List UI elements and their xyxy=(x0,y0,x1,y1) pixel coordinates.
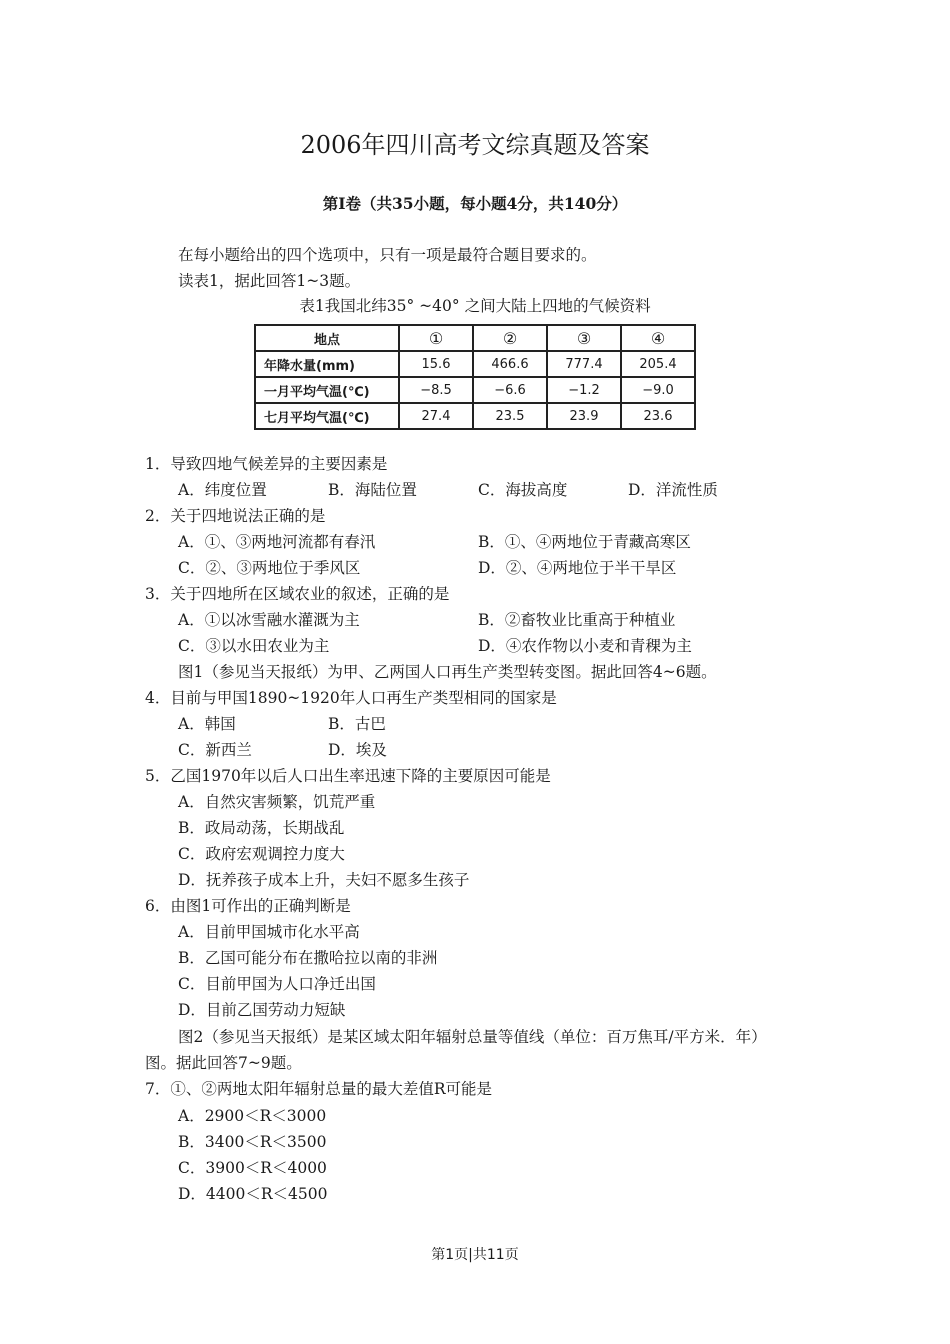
table-header-cell: ② xyxy=(473,325,547,351)
instructions: 在每小题给出的四个选项中，只有一项是最符合题目要求的。 xyxy=(178,246,597,264)
question-3-option-b: B．②畜牧业比重高于种植业 xyxy=(478,611,676,629)
question-1-stem: 1．导致四地气候差异的主要因素是 xyxy=(145,455,388,473)
question-2-option-c: C．②、③两地位于季风区 xyxy=(178,559,361,577)
question-6-option-b: B．乙国可能分布在撒哈拉以南的非洲 xyxy=(178,949,438,967)
table-row xyxy=(255,325,695,351)
table-header-cell: 地点 xyxy=(255,325,399,351)
question-6-option-d: D．目前乙国劳动力短缺 xyxy=(178,1001,346,1019)
table-cell: −1.2 xyxy=(547,377,621,403)
question-3-option-c: C．③以水田农业为主 xyxy=(178,637,330,655)
table-cell: 23.9 xyxy=(547,403,621,429)
question-1-option-b: B．海陆位置 xyxy=(328,481,417,499)
table-cell: −9.0 xyxy=(621,377,695,403)
table-intro: 读表1，据此回答1~3题。 xyxy=(178,272,361,290)
question-6-stem: 6．由图1可作出的正确判断是 xyxy=(145,897,351,915)
page-footer: 第1页|共11页 xyxy=(431,1247,519,1263)
table-row xyxy=(255,351,695,377)
table-row-label: 年降水量(mm) xyxy=(255,351,399,377)
question-3-option-d: D．④农作物以小麦和青稞为主 xyxy=(478,637,692,655)
question-3-stem: 3．关于四地所在区域农业的叙述，正确的是 xyxy=(145,585,450,603)
table-cell: −8.5 xyxy=(399,377,473,403)
question-4-option-d: D．埃及 xyxy=(328,741,387,759)
table-header-cell: ③ xyxy=(547,325,621,351)
table-row xyxy=(255,403,695,429)
figure-1-intro: 图1（参见当天报纸）为甲、乙两国人口再生产类型转变图。据此回答4~6题。 xyxy=(178,663,717,681)
question-7-option-b: B．3400＜R＜3500 xyxy=(178,1133,327,1151)
question-7-option-c: C．3900＜R＜4000 xyxy=(178,1159,327,1177)
question-2-option-b: B．①、④两地位于青藏高寒区 xyxy=(478,533,691,551)
table-header-cell: ① xyxy=(399,325,473,351)
question-7-option-d: D．4400＜R＜4500 xyxy=(178,1185,328,1203)
table-caption: 表1我国北纬35° ~40° 之间大陆上四地的气候资料 xyxy=(299,297,651,315)
question-2-option-a: A．①、③两地河流都有春汛 xyxy=(178,533,376,551)
question-5-option-d: D．抚养孩子成本上升，夫妇不愿多生孩子 xyxy=(178,871,470,889)
question-1-option-c: C．海拔高度 xyxy=(478,481,568,499)
table-cell: 15.6 xyxy=(399,351,473,377)
document-title: 2006年四川高考文综真题及答案 xyxy=(300,131,650,159)
question-4-stem: 4．目前与甲国1890~1920年人口再生产类型相同的国家是 xyxy=(145,689,557,707)
question-7-option-a: A．2900＜R＜3000 xyxy=(178,1107,327,1125)
table-cell: 777.4 xyxy=(547,351,621,377)
section-heading: 第Ⅰ卷（共35小题，每小题4分，共140分） xyxy=(322,194,628,213)
question-4-option-c: C．新西兰 xyxy=(178,741,252,759)
question-1-option-a: A．纬度位置 xyxy=(178,481,267,499)
question-6-option-c: C．目前甲国为人口净迁出国 xyxy=(178,975,376,993)
figure-2-intro-continued: 图。据此回答7~9题。 xyxy=(145,1054,302,1072)
question-2-stem: 2．关于四地说法正确的是 xyxy=(145,507,326,525)
question-2-option-d: D．②、④两地位于半干旱区 xyxy=(478,559,677,577)
question-4-option-b: B．古巴 xyxy=(328,715,386,733)
question-6-option-a: A．目前甲国城市化水平高 xyxy=(178,923,360,941)
question-5-option-a: A．自然灾害频繁，饥荒严重 xyxy=(178,793,376,811)
climate-table xyxy=(254,324,696,430)
question-5-option-b: B．政局动荡，长期战乱 xyxy=(178,819,345,837)
table-header-cell: ④ xyxy=(621,325,695,351)
table-cell: 205.4 xyxy=(621,351,695,377)
figure-2-intro: 图2（参见当天报纸）是某区域太阳年辐射总量等值线（单位：百万焦耳/平方米．年） xyxy=(178,1028,767,1046)
question-4-option-a: A．韩国 xyxy=(178,715,236,733)
table-cell: −6.6 xyxy=(473,377,547,403)
question-5-option-c: C．政府宏观调控力度大 xyxy=(178,845,345,863)
table-row-label: 七月平均气温(℃) xyxy=(255,403,399,429)
table-cell: 23.6 xyxy=(621,403,695,429)
table-cell: 23.5 xyxy=(473,403,547,429)
table-row xyxy=(255,377,695,403)
question-7-stem: 7．①、②两地太阳年辐射总量的最大差值R可能是 xyxy=(145,1080,493,1098)
question-1-option-d: D．洋流性质 xyxy=(628,481,718,499)
table-cell: 27.4 xyxy=(399,403,473,429)
question-5-stem: 5．乙国1970年以后人口出生率迅速下降的主要原因可能是 xyxy=(145,767,551,785)
table-cell: 466.6 xyxy=(473,351,547,377)
question-3-option-a: A．①以冰雪融水灌溉为主 xyxy=(178,611,360,629)
table-row-label: 一月平均气温(℃) xyxy=(255,377,399,403)
